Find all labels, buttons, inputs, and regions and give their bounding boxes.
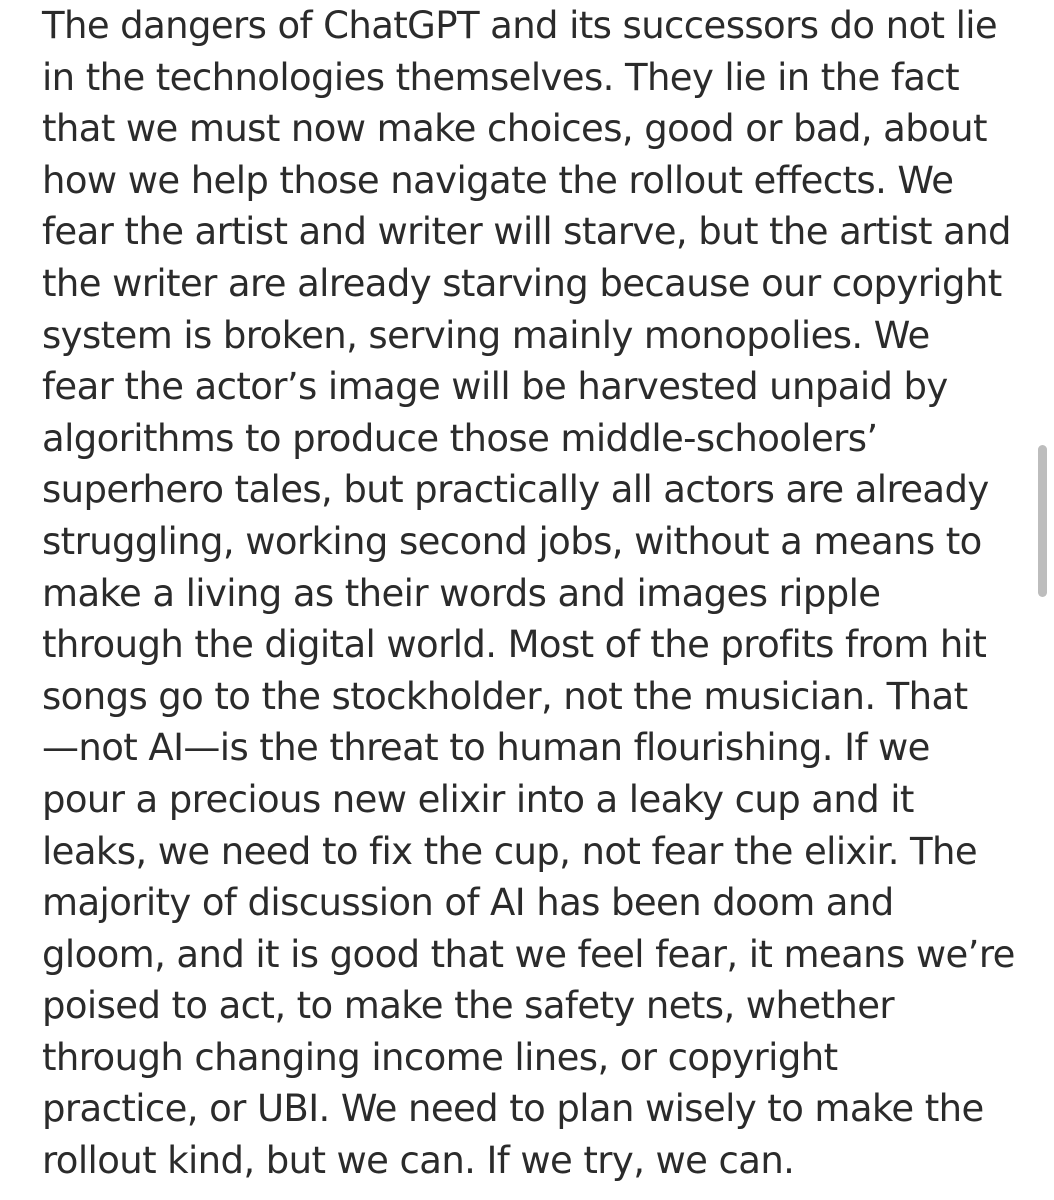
text-line: through the digital world. Most of the profits from hit bbox=[42, 623, 987, 667]
text-line: through changing income lines, or copyright bbox=[42, 1035, 838, 1079]
text-line: The dangers of ChatGPT and its successors do not lie bbox=[42, 4, 998, 47]
text-line: how we help those navigate the rollout effects. We bbox=[42, 158, 954, 202]
scrollbar-thumb[interactable] bbox=[1038, 445, 1047, 597]
text-line: fear the artist and writer will starve, but the artist and bbox=[42, 210, 1011, 254]
text-line: make a living as their words and images ripple bbox=[42, 571, 881, 615]
text-line: rollout kind, but we can. If we try, we can. bbox=[42, 1139, 795, 1183]
text-line: in the technologies themselves. They lie in the fact bbox=[42, 55, 960, 99]
text-line: superhero tales, but practically all actors are already bbox=[42, 468, 989, 512]
text-line: that we must now make choices, good or bad, about bbox=[42, 107, 987, 151]
text-line: songs go to the stockholder, not the musician. That bbox=[42, 674, 968, 718]
text-line: majority of discussion of AI has been doom and bbox=[42, 881, 894, 925]
text-line: the writer are already starving because our copyright bbox=[42, 261, 1002, 305]
text-line: algorithms to produce those middle-schoolers’ bbox=[42, 416, 878, 460]
text-line: system is broken, serving mainly monopolies. We bbox=[42, 313, 930, 357]
text-line: practice, or UBI. We need to plan wisely to make the bbox=[42, 1087, 984, 1131]
text-line: poised to act, to make the safety nets, whether bbox=[42, 984, 895, 1028]
article-text bbox=[42, 0, 1032, 1187]
text-line: gloom, and it is good that we feel fear, it means we’re bbox=[42, 932, 1015, 976]
text-line: —not AI—is the threat to human flourishing. If we bbox=[42, 726, 930, 770]
text-line: fear the actor’s image will be harvested unpaid by bbox=[42, 365, 948, 409]
text-line: pour a precious new elixir into a leaky cup and it bbox=[42, 777, 914, 821]
text-line: leaks, we need to fix the cup, not fear the elixir. The bbox=[42, 829, 978, 873]
text-line: struggling, working second jobs, without a means to bbox=[42, 519, 982, 563]
